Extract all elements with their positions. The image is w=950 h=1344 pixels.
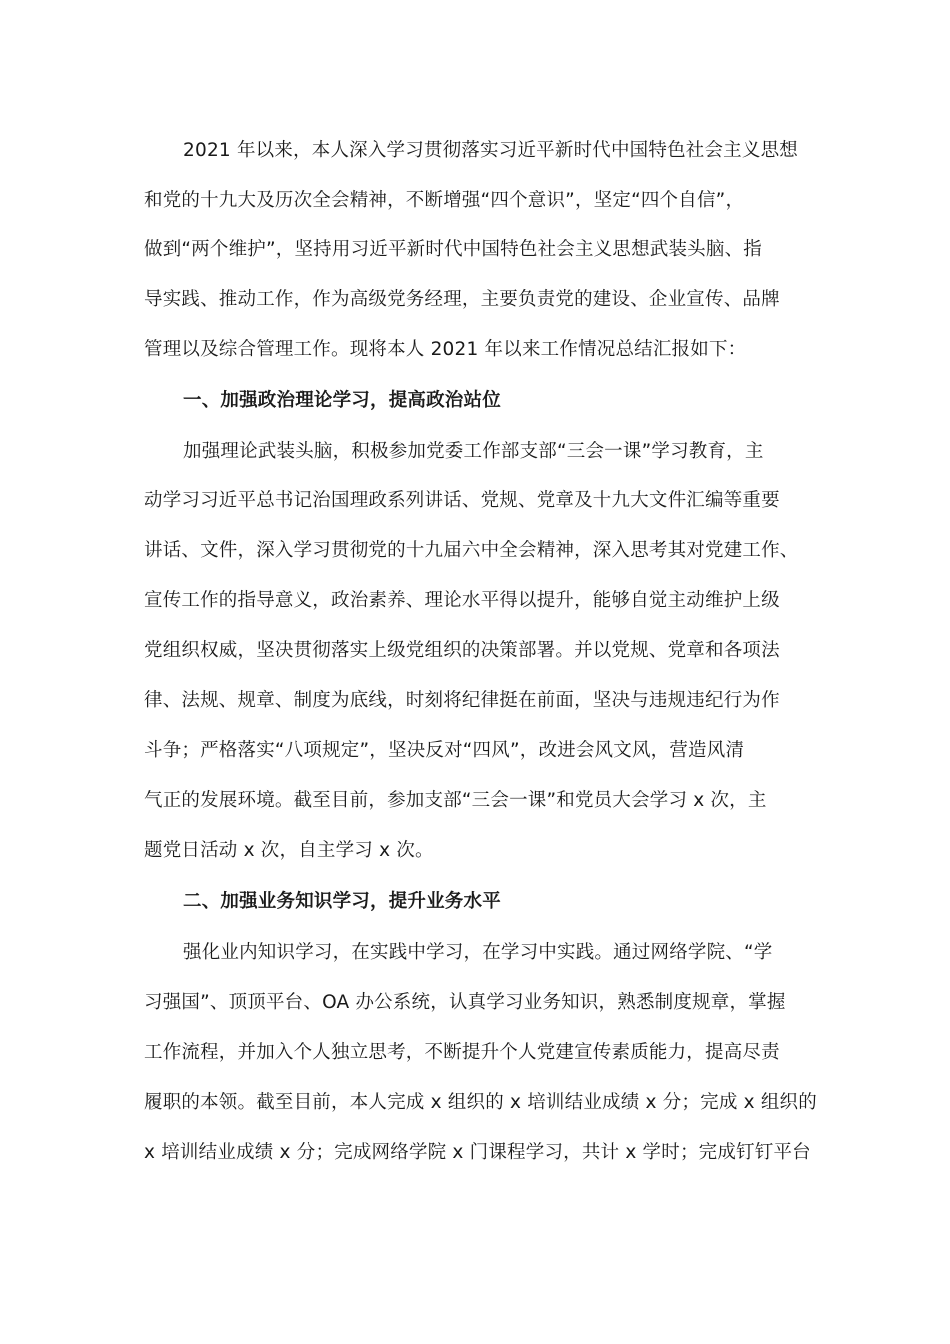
paragraph-line: 气正的发展环境。截至目前，参加支部“三会一课”和党员大会学习 x 次，主 bbox=[144, 790, 767, 811]
paragraph-line: 做到“两个维护”，坚持用习近平新时代中国特色社会主义思想武装头脑、指 bbox=[144, 239, 762, 260]
paragraph-line: 加强理论武装头脑，积极参加党委工作部支部“三会一课”学习教育，主 bbox=[183, 441, 764, 462]
paragraph-line: 2021 年以来，本人深入学习贯彻落实习近平新时代中国特色社会主义思想 bbox=[183, 140, 798, 161]
paragraph-line: 宣传工作的指导意义，政治素养、理论水平得以提升，能够自觉主动维护上级 bbox=[144, 590, 780, 611]
paragraph-line: 题党日活动 x 次，自主学习 x 次。 bbox=[144, 840, 434, 861]
section-heading: 一、加强政治理论学习，提高政治站位 bbox=[183, 390, 501, 411]
paragraph-line: 斗争；严格落实“八项规定”，坚决反对“四风”，改进会风文风，营造风清 bbox=[144, 740, 745, 761]
paragraph-line: 讲话、文件，深入学习贯彻党的十九届六中全会精神，深入思考其对党建工作、 bbox=[144, 540, 799, 561]
paragraph-line: 履职的本领。截至目前，本人完成 x 组织的 x 培训结业成绩 x 分；完成 x 组织的 bbox=[144, 1092, 817, 1113]
paragraph-line: 习强国”、顶顶平台、OA 办公系统，认真学习业务知识，熟悉制度规章，掌握 bbox=[144, 992, 786, 1013]
section-heading: 二、加强业务知识学习，提升业务水平 bbox=[183, 891, 501, 912]
paragraph-line: 和党的十九大及历次全会精神，不断增强“四个意识”，坚定“四个自信”， bbox=[144, 190, 745, 211]
paragraph-line: 动学习习近平总书记治国理政系列讲话、党规、党章及十九大文件汇编等重要 bbox=[144, 490, 780, 511]
paragraph-line: 强化业内知识学习，在实践中学习，在学习中实践。通过网络学院、“学 bbox=[183, 942, 773, 963]
paragraph-line: 律、法规、规章、制度为底线，时刻将纪律挺在前面，坚决与违规违纪行为作 bbox=[144, 690, 780, 711]
paragraph-line: 导实践、推动工作，作为高级党务经理，主要负责党的建设、企业宣传、品牌 bbox=[144, 289, 780, 310]
paragraph-line: 党组织权威，坚决贯彻落实上级党组织的决策部署。并以党规、党章和各项法 bbox=[144, 640, 780, 661]
paragraph-line: 管理以及综合管理工作。现将本人 2021 年以来工作情况总结汇报如下： bbox=[144, 339, 747, 360]
paragraph-line: 工作流程，并加入个人独立思考，不断提升个人党建宣传素质能力，提高尽责 bbox=[144, 1042, 780, 1063]
paragraph-line: x 培训结业成绩 x 分；完成网络学院 x 门课程学习，共计 x 学时；完成钉钉平台 bbox=[144, 1142, 811, 1163]
